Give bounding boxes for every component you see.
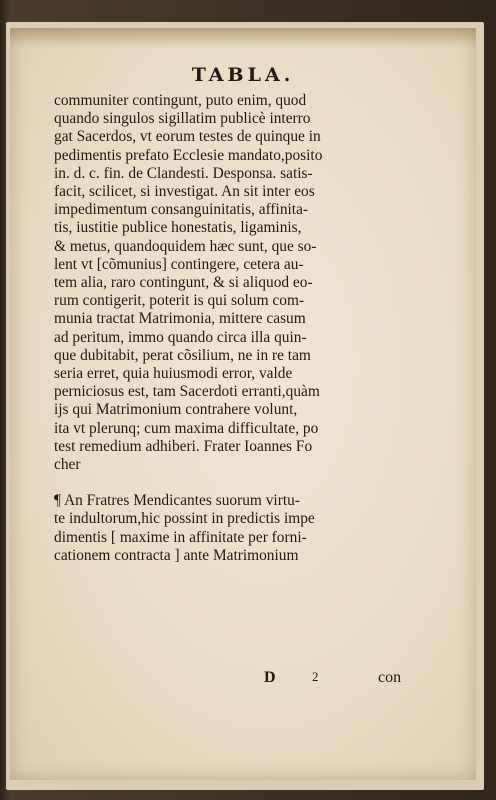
- text-line: communiter contingunt, puto enim, quod: [54, 92, 307, 109]
- text-line: & metus, quandoquidem hæc sunt, que so-: [54, 237, 317, 255]
- paper-stain: [10, 28, 476, 48]
- text-line: ijs qui Matrimonium contrahere volunt,: [54, 401, 298, 419]
- paragraph-gap: [54, 474, 432, 492]
- text-line: que dubitabit, perat cõsilium, ne in re tam: [54, 346, 311, 364]
- text-line: dimentis [ maxime in affinitate per forni-: [54, 528, 307, 546]
- text-line: perniciosus est, tam Sacerdoti erranti,quàm: [54, 383, 320, 401]
- text-line: in. d. c. fin. de Clandesti. Desponsa. satis-: [54, 164, 313, 182]
- text-line: lent vt [cõmunius] contingere, cetera au-: [54, 255, 304, 273]
- body-text: [54, 92, 432, 565]
- page-footer: [10, 669, 476, 693]
- signature-mark: D: [264, 669, 276, 686]
- text-line: impedimentum consanguinitatis, affinita-: [54, 201, 309, 219]
- text-line: test remedium adhiberi. Frater Ioannes Fo: [54, 437, 313, 455]
- text-line: facit, scilicet, si investigat. An sit inter eos: [54, 183, 315, 201]
- text-line: tis, iustitie publice honestatis, ligaminis,: [54, 219, 302, 237]
- text-line: seria erret, quia huiusmodi error, valde: [54, 365, 293, 383]
- text-line: cationem contracta ] ante Matrimonium: [54, 546, 299, 564]
- signature-number: 2: [312, 669, 319, 684]
- catchword: con: [378, 669, 402, 686]
- text-line: rum contigerit, poterit is qui solum com-: [54, 292, 305, 310]
- text-line: quando singulos sigillatim publicè interro: [54, 110, 311, 128]
- text-line: cher: [54, 456, 81, 474]
- text-line: munia tractat Matrimonia, mittere casum: [54, 310, 306, 328]
- text-line: gat Sacerdos, vt eorum testes de quinque in: [54, 128, 321, 146]
- text-line: pedimentis prefato Ecclesie mandato,posito: [54, 146, 323, 164]
- text-line: ita vt plerunq; cum maxima difficultate, po: [54, 419, 319, 437]
- page-header: TABLA.: [191, 64, 295, 86]
- text-line: ad peritum, immo quando circa illa quin-: [54, 328, 307, 346]
- book-page: [10, 28, 476, 780]
- text-line: te indultorum,hic possint in predictis impe: [54, 510, 315, 528]
- text-line: tem alia, raro contingunt, & si aliquod eo-: [54, 274, 313, 292]
- text-line: ¶ An Fratres Mendicantes suorum virtu-: [54, 492, 300, 510]
